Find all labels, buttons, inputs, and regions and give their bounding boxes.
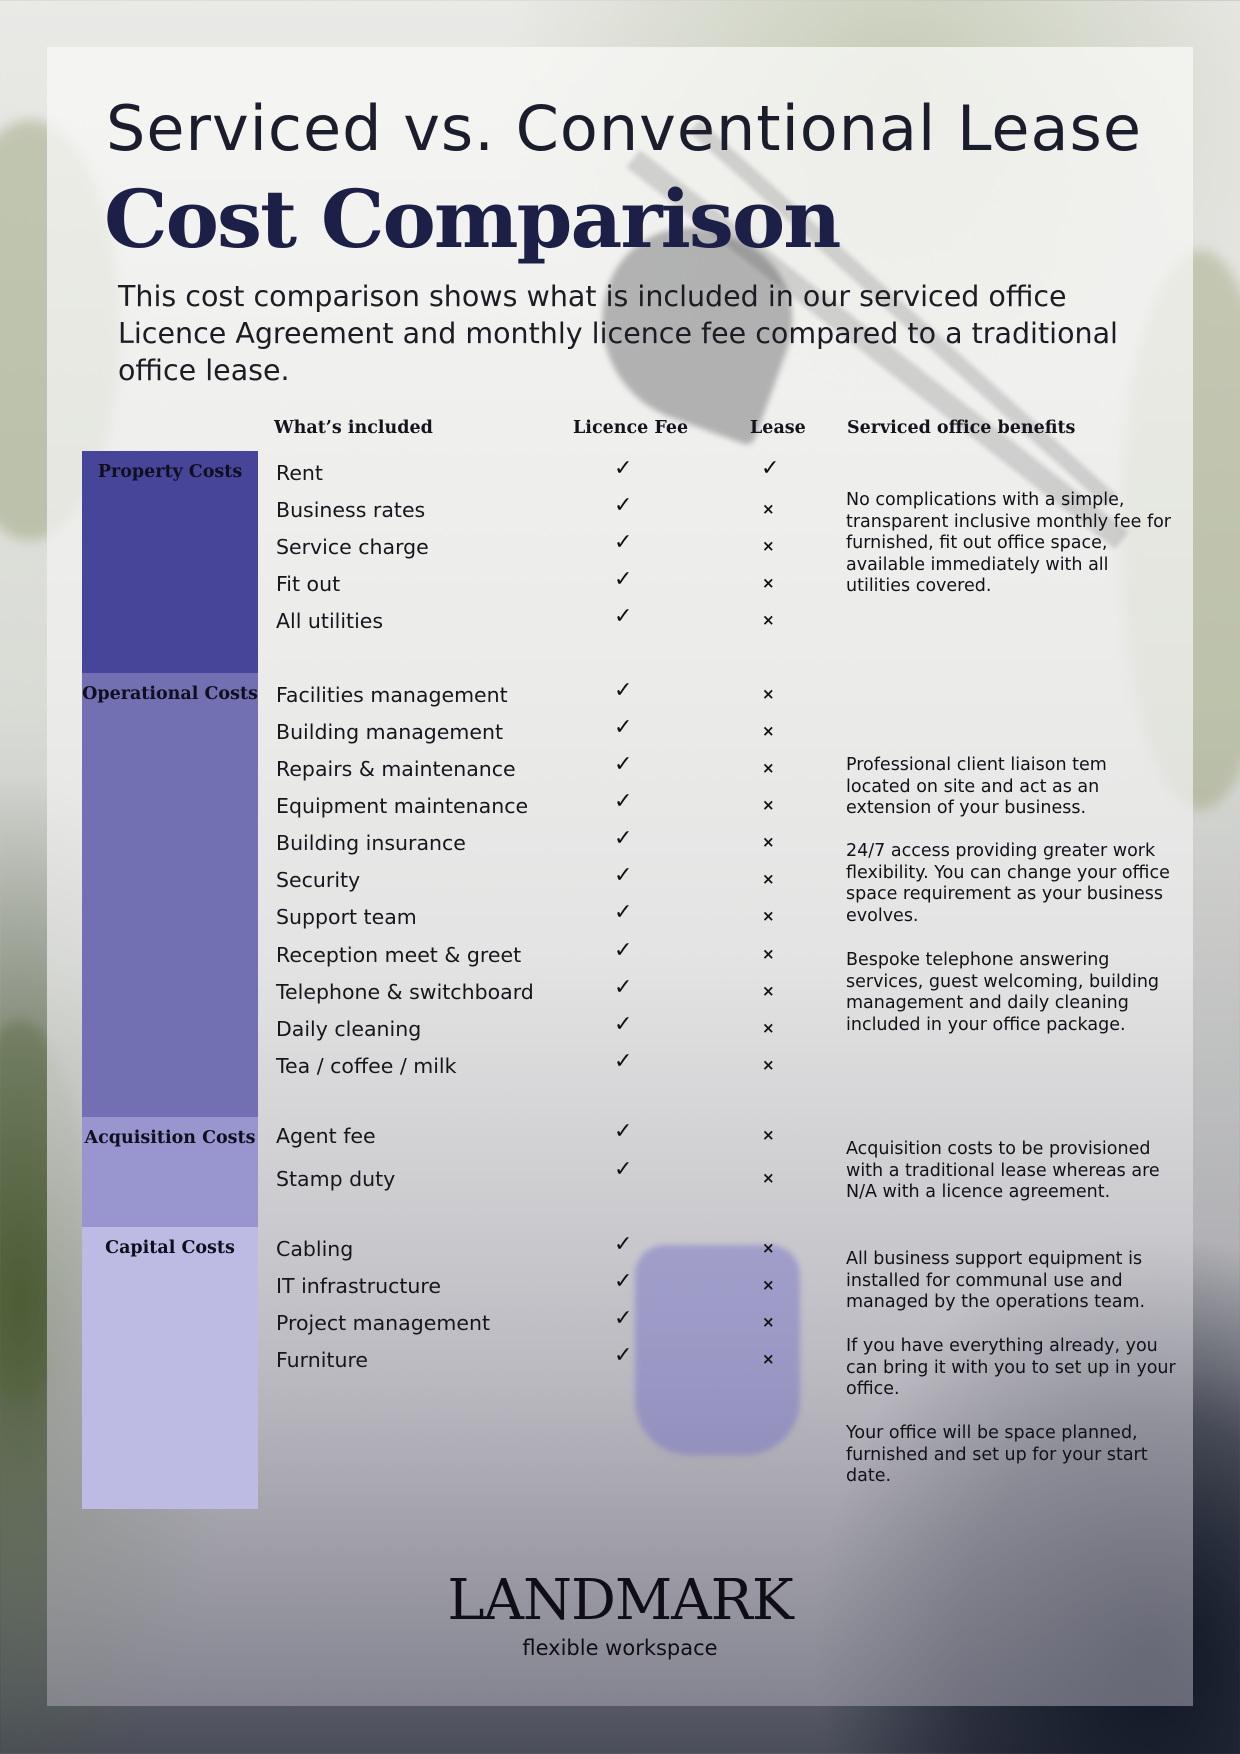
licence-tick-icon: ✓ [614, 604, 633, 629]
category-bar-operational [82, 673, 258, 1117]
benefit-text: Your office will be space planned, furnished and set up for your start date. [846, 1423, 1148, 1486]
column-header-lease: Lease [750, 418, 806, 438]
lease-cross-icon: × [762, 796, 775, 814]
row-label: Repairs & maintenance [276, 757, 516, 781]
lease-cross-icon: × [762, 1126, 775, 1144]
row-label: Building insurance [276, 831, 466, 855]
row-label: Tea / coffee / milk [276, 1054, 457, 1078]
licence-tick-icon: ✓ [614, 715, 633, 740]
row-label: Support team [276, 905, 417, 929]
lease-tick-icon: ✓ [761, 456, 780, 481]
lease-cross-icon: × [762, 1276, 775, 1294]
row-label: Fit out [276, 572, 341, 596]
row-label: Furniture [276, 1348, 369, 1372]
benefit-text: Bespoke telephone answering services, guest welcoming, building management and daily cleaning included in your office package. [846, 950, 1160, 1035]
benefit-text: Professional client liaison tem located on site and act as an extension of your business. [846, 755, 1107, 818]
row-label: Daily cleaning [276, 1017, 422, 1041]
row-label: Cabling [276, 1237, 354, 1261]
licence-tick-icon: ✓ [614, 1049, 633, 1074]
column-header-benefits: Serviced office benefits [847, 418, 1076, 438]
row-label: IT infrastructure [276, 1274, 442, 1298]
licence-tick-icon: ✓ [614, 826, 633, 851]
row-label: Rent [276, 461, 323, 485]
category-label: Capital Costs [105, 1238, 235, 1258]
licence-tick-icon: ✓ [614, 975, 633, 1000]
row-label: Reception meet & greet [276, 943, 522, 967]
background-glass [635, 1245, 800, 1455]
row-label: All utilities [276, 609, 384, 633]
benefit-text: 24/7 access providing greater work flexibility. You can change your office space requirement as your business evolves. [846, 841, 1170, 926]
lease-cross-icon: × [762, 870, 775, 888]
page-subtitle: Cost Comparison [104, 172, 840, 266]
row-label: Security [276, 868, 361, 892]
licence-tick-icon: ✓ [614, 752, 633, 777]
lease-cross-icon: × [762, 1239, 775, 1257]
row-label: Project management [276, 1311, 490, 1335]
lease-cross-icon: × [762, 1350, 775, 1368]
licence-tick-icon: ✓ [614, 1157, 633, 1182]
lease-cross-icon: × [762, 722, 775, 740]
benefit-text: No complications with a simple, transparent inclusive monthly fee for furnished, fit out office space, available immediately with all utilities covered. [846, 490, 1172, 596]
category-label: Property Costs [97, 462, 243, 482]
licence-tick-icon: ✓ [614, 1306, 633, 1331]
licence-tick-icon: ✓ [614, 789, 633, 814]
licence-tick-icon: ✓ [614, 530, 633, 555]
licence-tick-icon: ✓ [614, 1012, 633, 1037]
licence-tick-icon: ✓ [614, 900, 633, 925]
lease-cross-icon: × [762, 537, 775, 555]
benefit-text: Acquisition costs to be provisioned with a traditional lease whereas are N/A with a licence agreement. [846, 1139, 1160, 1202]
lease-cross-icon: × [762, 833, 775, 851]
licence-tick-icon: ✓ [614, 493, 633, 518]
category-bar-capital [82, 1227, 258, 1509]
benefit-text: All business support equipment is installed for communal use and managed by the operations team. [846, 1249, 1146, 1312]
lease-cross-icon: × [762, 1056, 775, 1074]
licence-tick-icon: ✓ [614, 456, 633, 481]
licence-tick-icon: ✓ [614, 938, 633, 963]
benefit-text: If you have everything already, you can bring it with you to set up in your office. [846, 1336, 1176, 1399]
row-label: Facilities management [276, 683, 508, 707]
brand-tagline: flexible workspace [522, 1636, 718, 1660]
category-label: Acquisition Costs [84, 1128, 256, 1148]
lease-cross-icon: × [762, 907, 775, 925]
lease-cross-icon: × [762, 611, 775, 629]
intro-text: This cost comparison shows what is included in our serviced office Licence Agreement and monthly licence fee compared to a traditional office lease. [118, 280, 1118, 387]
page-title: Serviced vs. Conventional Lease [106, 92, 1142, 165]
row-label: Building management [276, 720, 504, 744]
lease-cross-icon: × [762, 1169, 775, 1187]
lease-cross-icon: × [762, 1019, 775, 1037]
licence-tick-icon: ✓ [614, 863, 633, 888]
row-label: Agent fee [276, 1124, 376, 1148]
licence-tick-icon: ✓ [614, 567, 633, 592]
row-label: Telephone & switchboard [276, 980, 534, 1004]
lease-cross-icon: × [762, 982, 775, 1000]
licence-tick-icon: ✓ [614, 1343, 633, 1368]
brand-logo: LANDMARK [447, 1568, 793, 1633]
lease-cross-icon: × [762, 500, 775, 518]
lease-cross-icon: × [762, 574, 775, 592]
column-header-included: What’s included [274, 418, 433, 438]
lease-cross-icon: × [762, 759, 775, 777]
column-header-licence: Licence Fee [573, 418, 689, 438]
licence-tick-icon: ✓ [614, 1119, 633, 1144]
licence-tick-icon: ✓ [614, 678, 633, 703]
row-label: Business rates [276, 498, 426, 522]
category-bar-property [82, 451, 258, 673]
licence-tick-icon: ✓ [614, 1269, 633, 1294]
row-label: Stamp duty [276, 1167, 396, 1191]
lease-cross-icon: × [762, 685, 775, 703]
lease-cross-icon: × [762, 1313, 775, 1331]
row-label: Equipment maintenance [276, 794, 529, 818]
licence-tick-icon: ✓ [614, 1232, 633, 1257]
category-label: Operational Costs [82, 684, 258, 704]
lease-cross-icon: × [762, 945, 775, 963]
row-label: Service charge [276, 535, 429, 559]
